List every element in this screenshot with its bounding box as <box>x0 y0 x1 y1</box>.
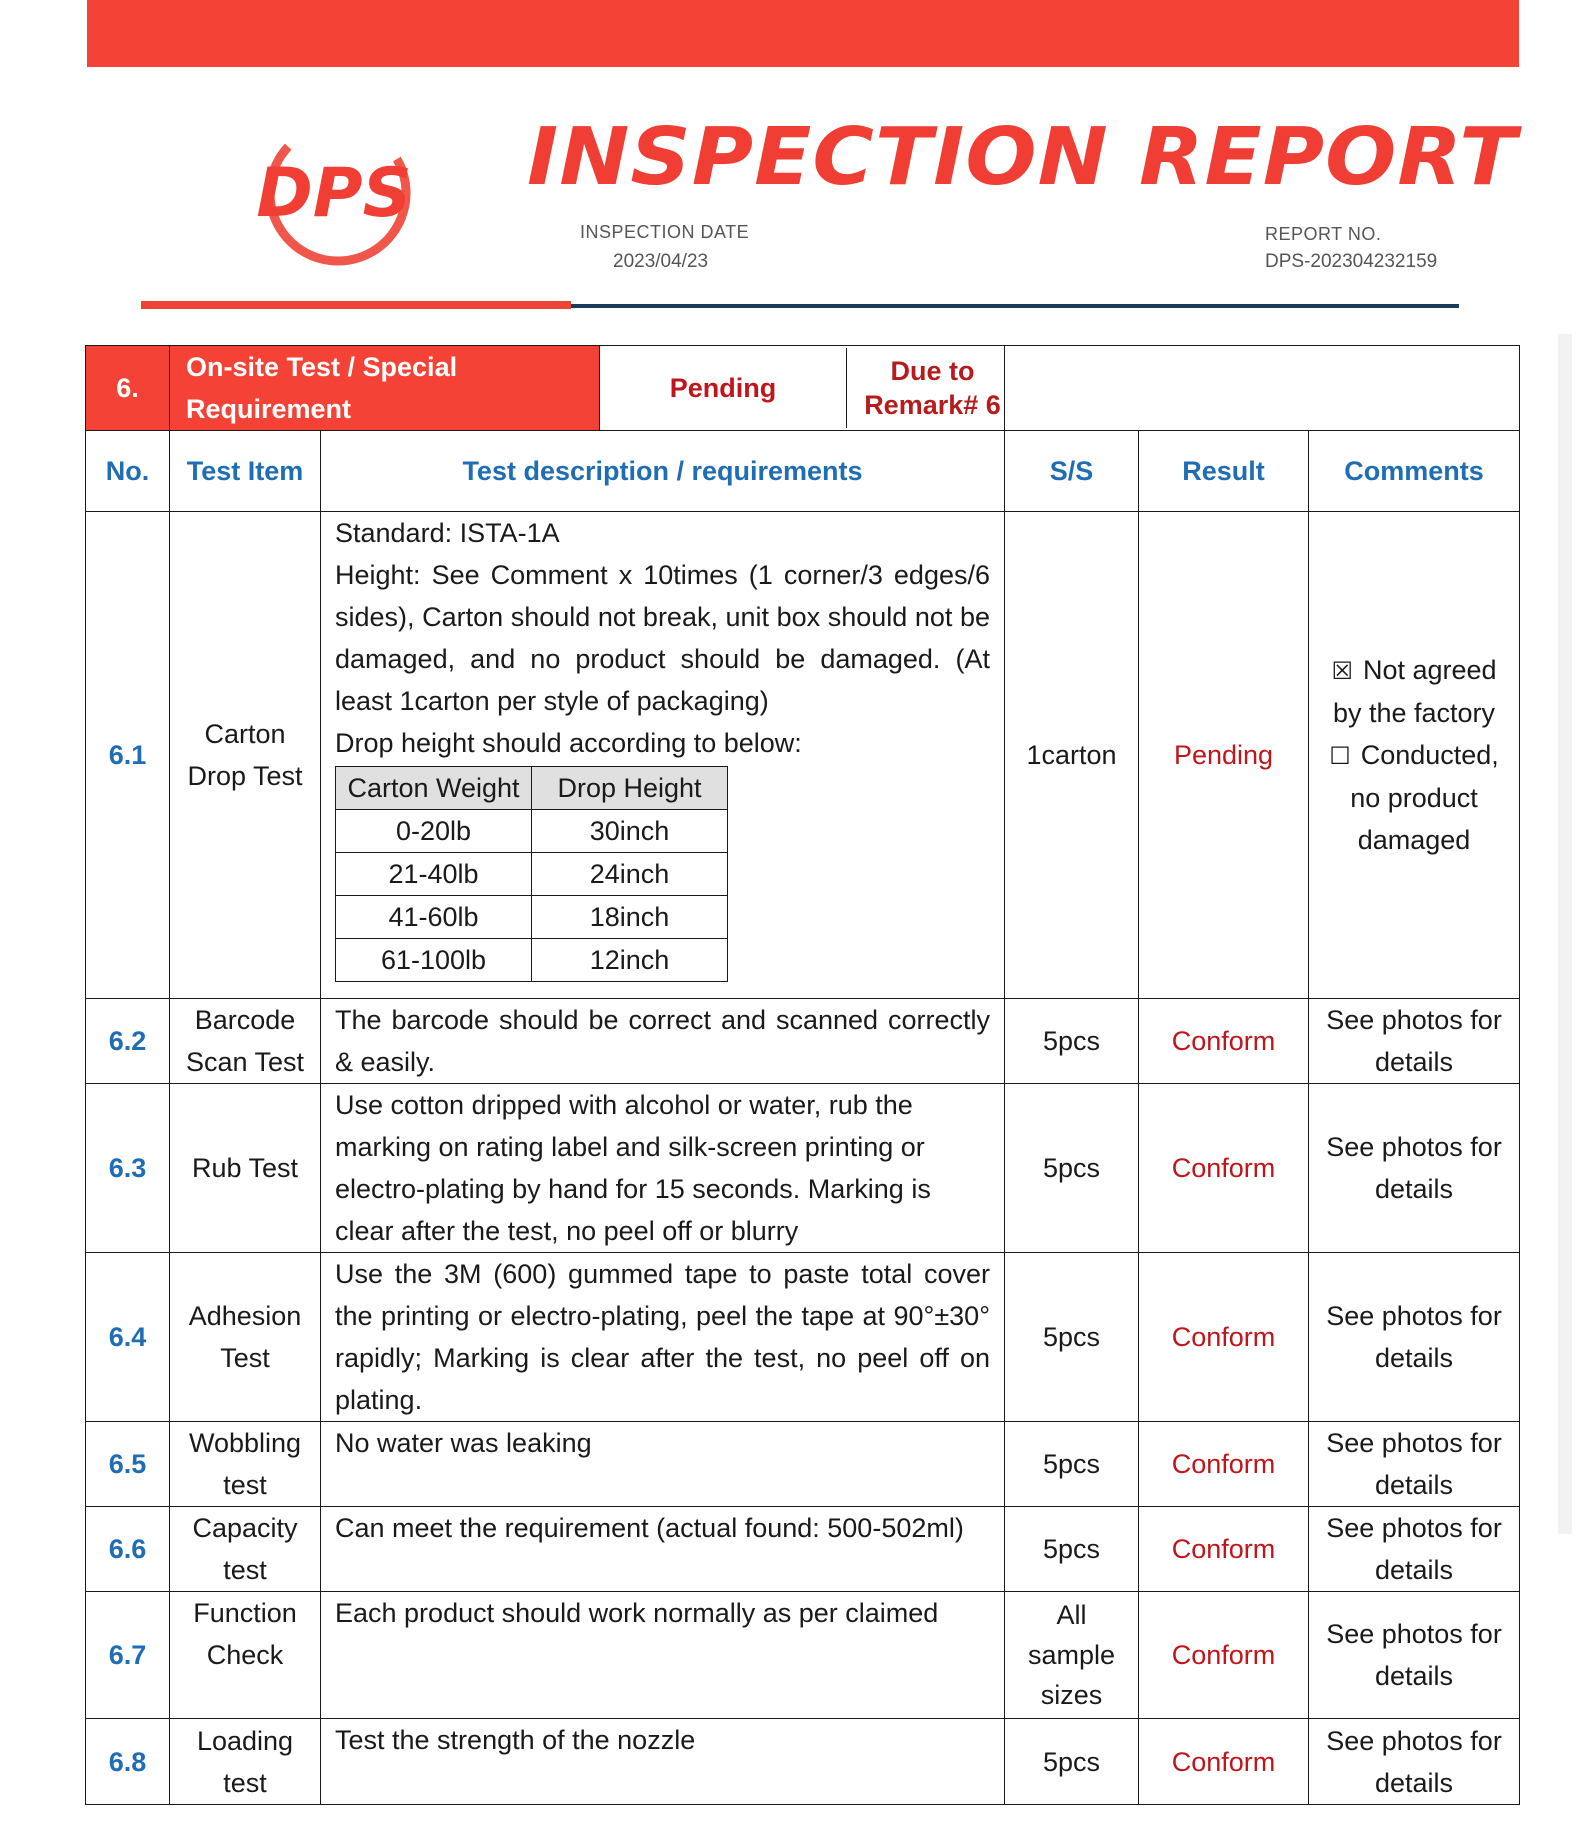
row-test-item-line: Drop Test <box>187 761 303 791</box>
row-result: Conform <box>1139 1422 1309 1507</box>
row-sample-size: 5pcs <box>1005 1422 1139 1507</box>
section-header-row <box>86 346 1520 431</box>
header-rule-navy <box>571 304 1459 308</box>
row-number: 6.4 <box>86 1253 170 1422</box>
row-sample-size: 5pcs <box>1005 1507 1139 1592</box>
row-description: No water was leaking <box>321 1422 1005 1507</box>
table-row <box>86 1084 1520 1253</box>
section-number: 6. <box>86 346 170 431</box>
table-row <box>86 1507 1520 1592</box>
table-row <box>86 999 1520 1084</box>
top-banner <box>87 0 1519 67</box>
table-row <box>86 1719 1520 1805</box>
row-comments <box>1309 512 1520 999</box>
row-test-item: Loading test <box>170 1719 321 1805</box>
section-remark: Due to Remark# 6 <box>846 348 1004 428</box>
row-test-item-line: Carton <box>204 719 286 749</box>
row-sample-size: 5pcs <box>1005 1719 1139 1805</box>
row-comments: See photos for details <box>1309 1507 1520 1592</box>
row-comments: See photos for details <box>1309 1422 1520 1507</box>
desc-height: Height: See Comment x 10times (1 corner/3 edges/6 sides), Carton should not break, unit box should not be damaged, and no product should be damaged. (At least 1carton per style of packaging) <box>335 560 990 716</box>
row-result: Conform <box>1139 1084 1309 1253</box>
row-sample-size: All sample sizes <box>1005 1592 1139 1719</box>
report-no-label: REPORT NO. <box>1265 224 1382 244</box>
row-result: Conform <box>1139 1592 1309 1719</box>
row-number: 6.8 <box>86 1719 170 1805</box>
desc-standard: Standard: ISTA-1A <box>335 518 560 548</box>
row-description: Each product should work normally as per claimed <box>321 1592 1005 1719</box>
row-description: Test the strength of the nozzle <box>321 1719 1005 1805</box>
row-result: Conform <box>1139 1719 1309 1805</box>
drop-col-weight: Carton Weight <box>336 767 532 810</box>
row-comments: See photos for details <box>1309 999 1520 1084</box>
row-number: 6.7 <box>86 1592 170 1719</box>
table-row <box>86 1422 1520 1507</box>
row-number: 6.2 <box>86 999 170 1084</box>
drop-col-height: Drop Height <box>532 767 728 810</box>
checked-box-icon: ☒ <box>1331 657 1353 685</box>
row-number: 6.5 <box>86 1422 170 1507</box>
table-row <box>86 1253 1520 1422</box>
header-rule-red <box>141 301 571 309</box>
col-description: Test description / requirements <box>321 431 1005 512</box>
drop-height-table <box>335 766 728 982</box>
inspection-date-label: INSPECTION DATE <box>580 222 750 242</box>
row-test-item: Rub Test <box>170 1084 321 1253</box>
inspection-date: 2023/04/23 <box>613 251 709 272</box>
drop-row <box>336 810 728 853</box>
row-number: 6.6 <box>86 1507 170 1592</box>
row-comments: See photos for details <box>1309 1084 1520 1253</box>
drop-weight: 41-60lb <box>336 896 532 939</box>
section-status-text: Pending <box>669 373 777 403</box>
row-result: Conform <box>1139 1253 1309 1422</box>
desc-drop-intro: Drop height should according to below: <box>335 728 802 758</box>
logo-text: DPS <box>256 154 412 233</box>
row-description: Can meet the requirement (actual found: 500-502ml) <box>321 1507 1005 1592</box>
table-row <box>86 1592 1520 1719</box>
row-sample-size: 5pcs <box>1005 1084 1139 1253</box>
drop-height: 24inch <box>532 853 728 896</box>
row-test-item: Adhesion Test <box>170 1253 321 1422</box>
drop-height: 30inch <box>532 810 728 853</box>
drop-weight: 61-100lb <box>336 939 532 982</box>
row-test-item: Capacity test <box>170 1507 321 1592</box>
col-no: No. <box>86 431 170 512</box>
drop-height: 12inch <box>532 939 728 982</box>
row-number: 6.3 <box>86 1084 170 1253</box>
row-description: Use the 3M (600) gummed tape to paste total cover the printing or electro-plating, peel the tape at 90°±30° rapidly; Marking is clear after the test, no peel off on plating. <box>321 1253 1005 1422</box>
row-description: The barcode should be correct and scanned correctly & easily. <box>321 999 1005 1084</box>
unchecked-box-icon: ☐ <box>1329 742 1351 770</box>
section-title: On-site Test / Special Requirement <box>170 346 600 431</box>
row-sample-size: 5pcs <box>1005 1253 1139 1422</box>
col-ss: S/S <box>1005 431 1139 512</box>
drop-height: 18inch <box>532 896 728 939</box>
row-number: 6.1 <box>86 512 170 999</box>
drop-row <box>336 939 728 982</box>
row-result: Conform <box>1139 1507 1309 1592</box>
row-result: Pending <box>1139 512 1309 999</box>
drop-row <box>336 853 728 896</box>
row-sample-size: 1carton <box>1005 512 1139 999</box>
row-comments: See photos for details <box>1309 1719 1520 1805</box>
row-result: Conform <box>1139 999 1309 1084</box>
row-test-item: Function Check <box>170 1592 321 1719</box>
section-remark-spacer <box>1005 346 1520 431</box>
row-comments: See photos for details <box>1309 1592 1520 1719</box>
col-comments: Comments <box>1309 431 1520 512</box>
row-description <box>321 512 1005 999</box>
drop-row <box>336 896 728 939</box>
col-result: Result <box>1139 431 1309 512</box>
page-edge-shade <box>1558 334 1572 1534</box>
drop-weight: 0-20lb <box>336 810 532 853</box>
column-header-row <box>86 431 1520 512</box>
report-no: DPS-202304232159 <box>1265 251 1438 272</box>
table-row <box>86 512 1520 999</box>
row-sample-size: 5pcs <box>1005 999 1139 1084</box>
dps-logo <box>238 118 438 268</box>
comment-option-conducted: Conducted, no product damaged <box>1350 740 1499 855</box>
report-title: INSPECTION REPORT <box>527 111 1518 203</box>
row-description: Use cotton dripped with alcohol or water, rub the marking on rating label and silk-screen printing or electro-plating by hand for 15 seconds. Marking is clear after the test, no peel off or blurry <box>321 1084 1005 1253</box>
row-test-item: Barcode Scan Test <box>170 999 321 1084</box>
drop-weight: 21-40lb <box>336 853 532 896</box>
on-site-test-table <box>85 345 1520 1805</box>
row-test-item: Wobbling test <box>170 1422 321 1507</box>
row-comments: See photos for details <box>1309 1253 1520 1422</box>
row-test-item <box>170 512 321 999</box>
col-test-item: Test Item <box>170 431 321 512</box>
section-status <box>600 346 1005 431</box>
comment-option-not-agreed: Not agreed by the factory <box>1332 655 1497 728</box>
